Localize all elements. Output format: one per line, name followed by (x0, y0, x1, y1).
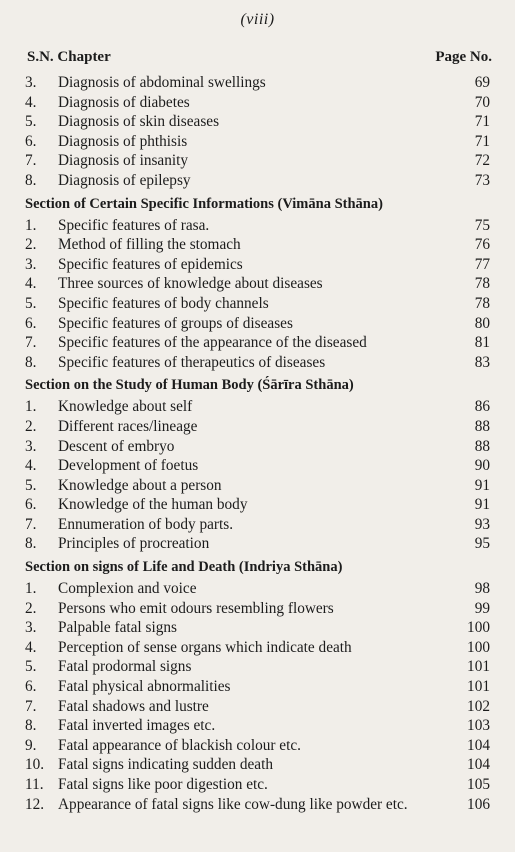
entry-page-number: 88 (474, 417, 490, 435)
entry-page-number: 70 (474, 93, 490, 111)
contents-entry (25, 73, 490, 93)
entry-number: 8. (25, 353, 37, 371)
entry-number: 4. (25, 457, 37, 475)
entry-title: Fatal physical abnormalities (58, 678, 231, 696)
entry-title: Development of foetus (58, 457, 199, 475)
page-folio: (viii) (240, 11, 275, 28)
contents-entry (25, 736, 490, 756)
entry-number: 2. (25, 417, 37, 435)
contents-entry (25, 274, 490, 294)
entry-page-number: 73 (474, 171, 490, 189)
entry-title: Palpable fatal signs (58, 619, 177, 637)
entry-title: Diagnosis of diabetes (58, 93, 190, 111)
entry-number: 3. (25, 619, 37, 637)
contents-entry (25, 294, 490, 314)
entry-page-number: 69 (474, 74, 490, 91)
entry-number: 10. (25, 756, 45, 774)
contents-entry (25, 314, 490, 334)
entry-title: Fatal prodormal signs (58, 658, 192, 676)
entry-number: 5. (25, 476, 37, 494)
entry-title: Specific features of therapeutics of diseases (58, 353, 326, 371)
entry-page-number: 98 (474, 580, 490, 598)
contents-entry (25, 353, 490, 373)
section-title: Section on signs of Life and Death (Indriya Sthāna) (25, 559, 343, 576)
contents-section (25, 194, 490, 373)
entry-title: Specific features of the appearance of the diseased (58, 334, 367, 352)
entry-number: 3. (25, 255, 37, 273)
contents-entry (25, 618, 490, 638)
entry-number: 7. (25, 515, 37, 533)
entry-title: Complexion and voice (58, 580, 197, 598)
entry-title: Knowledge of the human body (58, 496, 248, 514)
entry-title: Diagnosis of insanity (58, 152, 189, 170)
entry-page-number: 105 (467, 776, 490, 793)
entry-number: 6. (25, 314, 37, 332)
contents-entry (25, 795, 490, 815)
contents-entry (25, 112, 490, 132)
entry-number: 4. (25, 93, 37, 111)
entry-page-number: 100 (467, 619, 490, 637)
contents-entry (25, 171, 490, 191)
contents-entry (25, 417, 490, 437)
entry-page-number: 71 (474, 113, 490, 131)
entry-title: Fatal appearance of blackish colour etc. (58, 736, 301, 754)
contents-section (25, 73, 490, 191)
contents-entry (25, 476, 490, 496)
contents-entry (25, 677, 490, 697)
entry-number: 1. (25, 398, 37, 416)
entry-number: 4. (25, 275, 37, 293)
entry-number: 1. (25, 216, 37, 234)
contents-entry (25, 333, 490, 353)
entry-number: 5. (25, 658, 37, 676)
entry-number: 2. (25, 236, 37, 254)
entry-page-number: 91 (474, 496, 490, 514)
entry-page-number: 78 (474, 275, 490, 293)
entry-page-number: 90 (474, 457, 490, 475)
section-title: Section of Certain Specific Informations (Vimāna Sthāna) (25, 195, 383, 212)
entry-page-number: 104 (467, 756, 490, 774)
entry-title: Fatal inverted images etc. (58, 717, 216, 735)
entry-number: 4. (25, 638, 37, 656)
contents-section (25, 557, 490, 814)
contents-entry (25, 235, 490, 255)
entry-page-number: 81 (474, 334, 490, 352)
contents-entry (25, 638, 490, 658)
entry-page-number: 99 (474, 599, 490, 617)
entry-title: Appearance of fatal signs like cow-dung like powder etc. (58, 795, 408, 813)
contents-entry (25, 495, 490, 515)
entry-page-number: 106 (467, 795, 490, 813)
contents-entry (25, 755, 490, 775)
entry-number: 8. (25, 171, 37, 189)
entry-number: 9. (25, 736, 37, 754)
entry-title: Diagnosis of skin diseases (58, 113, 220, 131)
contents-entry (25, 132, 490, 152)
contents-list (25, 73, 490, 814)
entry-page-number: 88 (474, 437, 490, 455)
entry-number: 6. (25, 678, 37, 696)
entry-title: Ennumeration of body parts. (58, 515, 234, 533)
entry-page-number: 76 (474, 236, 490, 254)
entry-title: Fatal signs indicating sudden death (58, 756, 273, 774)
entry-page-number: 103 (467, 717, 490, 735)
contents-entry (25, 579, 490, 599)
entry-number: 7. (25, 697, 37, 715)
contents-entry (25, 437, 490, 457)
entry-title: Different races/lineage (58, 417, 198, 435)
contents-entry (25, 775, 490, 795)
contents-entry (25, 255, 490, 275)
entry-title: Specific features of groups of diseases (58, 314, 293, 332)
entry-title: Diagnosis of abdominal swellings (58, 74, 266, 91)
page-column-header: Page No. (435, 49, 492, 65)
entry-number: 8. (25, 535, 37, 553)
entry-page-number: 95 (474, 535, 490, 553)
entry-page-number: 75 (474, 216, 490, 234)
entry-title: Diagnosis of phthisis (58, 132, 188, 150)
entry-title: Fatal shadows and lustre (58, 697, 209, 715)
entry-number: 6. (25, 496, 37, 514)
contents-entry (25, 716, 490, 736)
entry-number: 3. (25, 437, 37, 455)
entry-title: Specific features of epidemics (58, 255, 243, 273)
entry-number: 12. (25, 795, 45, 813)
entry-page-number: 86 (474, 398, 490, 416)
entry-page-number: 101 (467, 658, 490, 676)
contents-entry (25, 657, 490, 677)
contents-entry (25, 93, 490, 113)
entry-number: 5. (25, 294, 37, 312)
contents-entry (25, 534, 490, 554)
entry-title: Specific features of rasa. (58, 216, 210, 234)
entry-title: Method of filling the stomach (58, 236, 241, 254)
entry-page-number: 93 (474, 515, 490, 533)
entry-number: 2. (25, 599, 37, 617)
entry-title: Knowledge about a person (58, 476, 222, 494)
entry-title: Principles of procreation (58, 535, 210, 553)
entry-number: 5. (25, 113, 37, 131)
contents-entry (25, 151, 490, 171)
section-title: Section on the Study of Human Body (Śārīra Sthāna) (25, 377, 354, 394)
entry-page-number: 71 (474, 132, 490, 150)
contents-entry (25, 397, 490, 417)
entry-page-number: 102 (467, 697, 490, 715)
entry-page-number: 83 (474, 353, 490, 371)
entry-page-number: 101 (467, 678, 490, 696)
contents-entry (25, 216, 490, 236)
entry-page-number: 91 (474, 476, 490, 494)
entry-title: Fatal signs like poor digestion etc. (58, 776, 268, 793)
entry-page-number: 100 (467, 638, 490, 656)
entry-number: 6. (25, 132, 37, 150)
entry-title: Specific features of body channels (58, 294, 269, 312)
entry-title: Descent of embryo (58, 437, 175, 455)
entry-number: 7. (25, 334, 37, 352)
entry-page-number: 78 (474, 294, 490, 312)
entry-page-number: 80 (474, 314, 490, 332)
entry-title: Three sources of knowledge about diseases (58, 275, 323, 293)
entry-title: Persons who emit odours resembling flowers (58, 599, 334, 617)
entry-number: 8. (25, 717, 37, 735)
chapter-column-header: S.N. Chapter (27, 49, 111, 65)
entry-page-number: 72 (474, 152, 490, 170)
contents-entry (25, 515, 490, 535)
entry-page-number: 104 (467, 736, 490, 754)
contents-entry (25, 456, 490, 476)
table-header (25, 49, 492, 69)
contents-section (25, 375, 490, 554)
entry-number: 3. (25, 74, 37, 91)
entry-title: Perception of sense organs which indicate death (58, 638, 352, 656)
entry-title: Diagnosis of epilepsy (58, 171, 191, 189)
entry-number: 11. (25, 776, 44, 793)
contents-entry (25, 697, 490, 717)
entry-title: Knowledge about self (58, 398, 193, 416)
entry-page-number: 77 (474, 255, 490, 273)
entry-number: 1. (25, 580, 37, 598)
entry-number: 7. (25, 152, 37, 170)
contents-entry (25, 599, 490, 619)
